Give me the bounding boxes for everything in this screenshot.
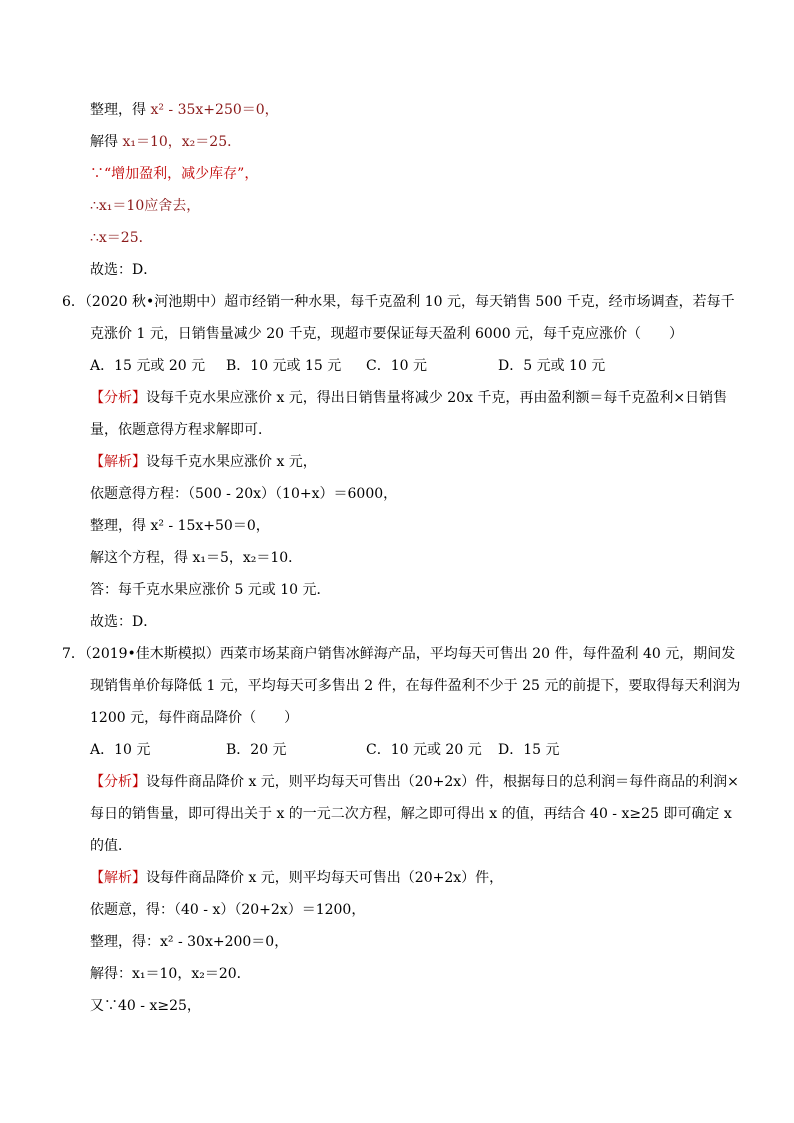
q7-solution-line-4: 解得：x₁＝10，x₂＝20．: [90, 966, 251, 982]
q7-solution-line-3: 整理，得：x² - 30x+200＝0，: [90, 934, 289, 950]
q6-analysis-line-2: 量，依题意得方程求解即可．: [90, 422, 272, 438]
q7-stem-line-1: [62, 644, 735, 664]
analysis-tag: 【分析】: [90, 774, 146, 790]
step-simplify: [90, 100, 279, 120]
equation: x² - 35x+250＝0，: [150, 102, 279, 118]
step-text: 解得: [90, 134, 123, 150]
solution-text: 设每千克水果应涨价 x 元，: [146, 454, 317, 470]
step-therefore-2: ∴x＝25．: [90, 230, 153, 246]
q6-option-c: C．10 元: [366, 358, 427, 374]
q7-analysis-line-3: 的值．: [90, 838, 132, 854]
q7-solution-line-5: 又∵40 - x≥25，: [90, 998, 201, 1014]
step-answer: 故选：D．: [90, 262, 158, 278]
analysis-text: 设每千克水果应涨价 x 元，得出日销售量将减少 20x 千克，再由盈利额＝每千克盈利×日销售: [146, 390, 728, 406]
q7-option-a: A．10 元: [90, 742, 151, 758]
question-stem: 西菜市场某商户销售冰鲜海产品，平均每天可售出 20 件，每件盈利 40 元，期间发: [219, 646, 736, 662]
q6-solution-line-2: 依题意得方程：（500 - 20x）（10+x）＝6000，: [90, 486, 398, 502]
step-text: 整理，得: [90, 102, 151, 118]
q6-stem-line-2: 克涨价 1 元，日销售量减少 20 千克，现超市要保证每天盈利 6000 元，每千克应涨价（ ）: [90, 326, 684, 342]
q6-solution-line-3: 整理，得 x² - 15x+50＝0，: [90, 518, 270, 534]
q7-solution-line-2: 依题意，得：（40 - x）（20+2x）＝1200，: [90, 902, 366, 918]
q6-option-a: A．15 元或 20 元: [90, 358, 206, 374]
question-stem: 超市经销一种水果，每千克盈利 10 元，每天销售 500 千克，经市场调查，若每千: [224, 294, 735, 310]
step-therefore-1: ∴x₁＝10应舍去，: [90, 198, 201, 214]
solution-tag: 【解析】: [90, 870, 146, 886]
equation: x₁＝10，x₂＝25．: [122, 134, 242, 150]
analysis-tag: 【分析】: [90, 390, 146, 406]
q7-option-c: C．10 元或 20 元: [366, 742, 482, 758]
question-number: 6．: [62, 294, 85, 310]
q7-solution-line-1: [90, 868, 503, 888]
q6-option-b: B．10 元或 15 元: [226, 358, 342, 374]
q7-analysis-line-1: [90, 772, 739, 792]
solution-tag: 【解析】: [90, 454, 146, 470]
q6-stem-line-1: [62, 292, 735, 312]
question-source: （2019•佳木斯模拟）: [84, 646, 220, 662]
solution-text: 设每件商品降价 x 元，则平均每天可售出（20+2x）件，: [146, 870, 504, 886]
step-solve: [90, 132, 241, 152]
q7-option-b: B．20 元: [226, 742, 287, 758]
q7-analysis-line-2: 每日的销售量，即可得出关于 x 的一元二次方程，解之即可得出 x 的值，再结合 40 - x≥25 即可确定 x: [90, 806, 732, 822]
q7-stem-line-3: 1200 元，每件商品降价（ ）: [90, 710, 299, 726]
q7-stem-line-2: 现销售单价每降低 1 元，平均每天可多售出 2 件，在每件盈利不少于 25 元的前提下，要取得每天利润为: [90, 678, 741, 694]
q7-option-d: D．15 元: [498, 742, 560, 758]
q6-solution-line-1: [90, 452, 317, 472]
q6-solution-line-4: 解这个方程，得 x₁＝5，x₂＝10．: [90, 550, 303, 566]
question-source: （2020 秋•河池期中）: [84, 294, 225, 310]
q6-solution-line-6: 故选：D．: [90, 614, 158, 630]
q6-solution-line-5: 答：每千克水果应涨价 5 元或 10 元．: [90, 582, 331, 598]
step-because: ∵“增加盈利，减少库存”，: [90, 166, 259, 182]
q6-option-d: D．5 元或 10 元: [498, 358, 606, 374]
question-number: 7．: [62, 646, 85, 662]
q6-analysis-line-1: [90, 388, 727, 408]
analysis-text: 设每件商品降价 x 元，则平均每天可售出（20+2x）件，根据每日的总利润＝每件商品的利润×: [146, 774, 739, 790]
